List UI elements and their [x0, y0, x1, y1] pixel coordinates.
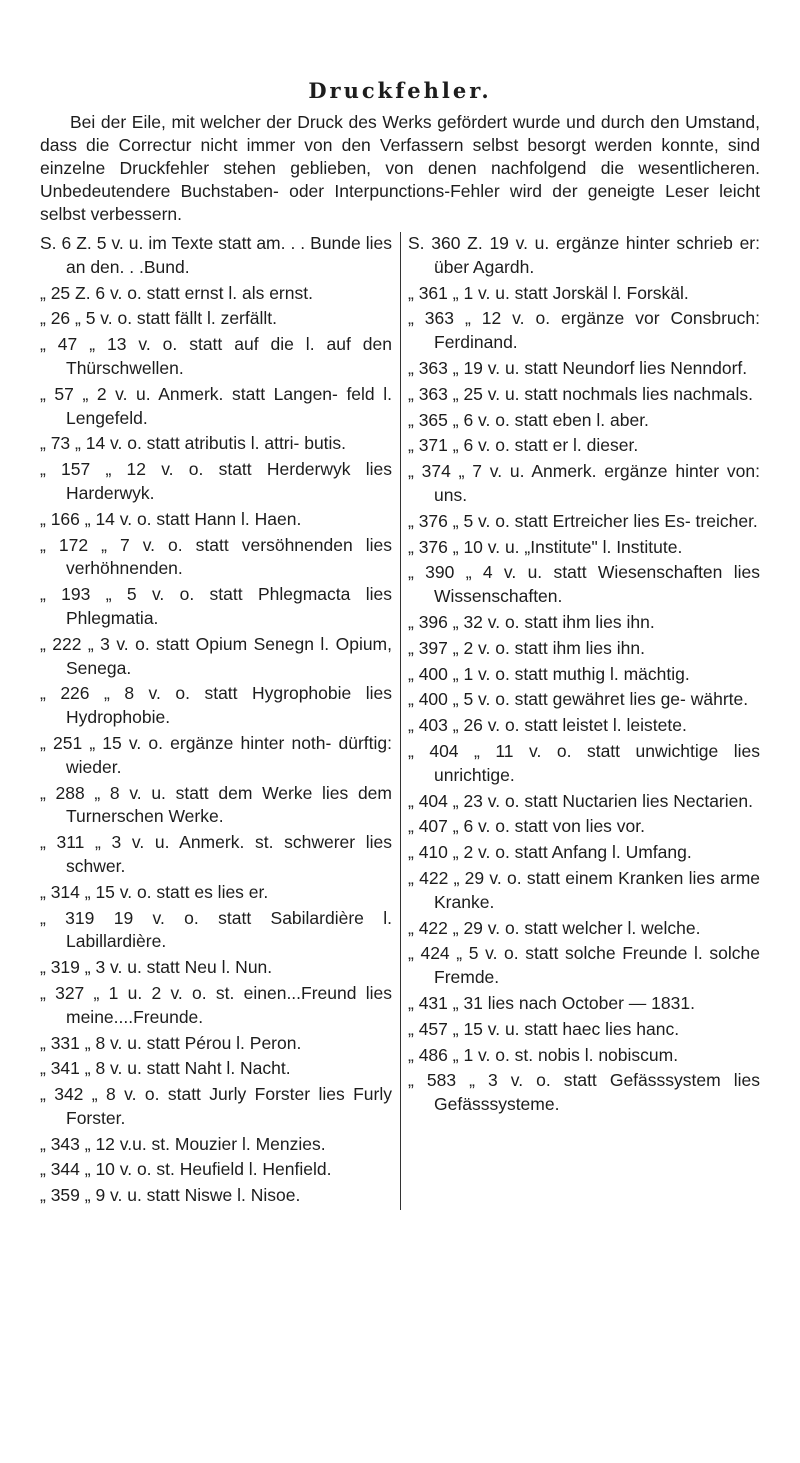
- errata-entry: „ 404 „ 23 v. o. statt Nuctarien lies Nectarien.: [408, 790, 753, 811]
- errata-entry: „ 343 „ 12 v.u. st. Mouzier l. Menzies.: [40, 1133, 326, 1154]
- errata-columns: [40, 232, 760, 1210]
- errata-entry: „ 376 „ 10 v. u. „Institute" l. Institute.: [408, 536, 683, 557]
- column-divider: [400, 232, 401, 1210]
- errata-entry: „ 222 „ 3 v. o. statt Opium Senegn l. Opium, Senega.: [40, 633, 392, 678]
- errata-entry: „ 424 „ 5 v. o. statt solche Freunde l. solche Fremde.: [408, 943, 760, 988]
- errata-entry: „ 400 „ 5 v. o. statt gewähret lies ge- währte.: [408, 689, 749, 710]
- errata-entry: „ 344 „ 10 v. o. st. Heufield l. Henfield.: [40, 1159, 332, 1180]
- errata-entry: „ 431 „ 31 lies nach October — 1831.: [408, 992, 695, 1013]
- errata-entry: „ 172 „ 7 v. o. statt versöhnenden lies verhöhnenden.: [40, 534, 392, 579]
- errata-entry: „ 407 „ 6 v. o. statt von lies vor.: [408, 816, 646, 837]
- errata-column-left: [40, 232, 400, 1210]
- errata-entry: „ 422 „ 29 v. o. statt einem Kranken lies arme Kranke.: [408, 867, 760, 912]
- page-title: Druckfehler.: [308, 78, 492, 103]
- errata-entry: „ 397 „ 2 v. o. statt ihm lies ihn.: [408, 637, 645, 658]
- errata-entry: „ 404 „ 11 v. o. statt unwichtige lies unrichtige.: [408, 740, 760, 785]
- errata-entry: „ 57 „ 2 v. u. Anmerk. statt Langen- feld l. Lengefeld.: [40, 383, 392, 428]
- errata-entry: „ 361 „ 1 v. u. statt Jorskäl l. Forskäl.: [408, 282, 689, 303]
- errata-entry: „ 359 „ 9 v. u. statt Niswe l. Nisoe.: [40, 1185, 301, 1206]
- errata-entry: „ 363 „ 19 v. u. statt Neundorf lies Nenndorf.: [408, 357, 748, 378]
- errata-entry: „ 583 „ 3 v. o. statt Gefässsystem lies Gefässsysteme.: [408, 1070, 760, 1115]
- errata-entry: S. 360 Z. 19 v. u. ergänze hinter schrieb er: über Agardh.: [408, 233, 760, 277]
- errata-column-right: [400, 232, 760, 1210]
- errata-entry: „ 457 „ 15 v. u. statt haec lies hanc.: [408, 1018, 680, 1039]
- errata-entry: „ 73 „ 14 v. o. statt atributis l. attri- butis.: [40, 433, 347, 454]
- errata-entry: „ 371 „ 6 v. o. statt er l. dieser.: [408, 435, 639, 456]
- errata-entry: „ 226 „ 8 v. o. statt Hygrophobie lies Hydrophobie.: [40, 683, 392, 728]
- errata-entry: „ 365 „ 6 v. o. statt eben l. aber.: [408, 409, 649, 430]
- errata-entry: „ 341 „ 8 v. u. statt Naht l. Nacht.: [40, 1058, 291, 1079]
- errata-entry: „ 251 „ 15 v. o. ergänze hinter noth- dürftig: wieder.: [40, 732, 392, 777]
- errata-entry: „ 314 „ 15 v. o. statt es lies er.: [40, 881, 269, 902]
- errata-entry: „ 374 „ 7 v. u. Anmerk. ergänze hinter von: uns.: [408, 461, 760, 505]
- errata-entry: „ 363 „ 12 v. o. ergänze vor Consbruch: Ferdinand.: [408, 308, 760, 353]
- errata-entry: „ 422 „ 29 v. o. statt welcher l. welche.: [408, 917, 701, 938]
- errata-entry: „ 410 „ 2 v. o. statt Anfang l. Umfang.: [408, 842, 692, 863]
- errata-entry: „ 363 „ 25 v. u. statt nochmals lies nachmals.: [408, 383, 753, 404]
- errata-entry: „ 327 „ 1 u. 2 v. o. st. einen...Freund lies meine....Freunde.: [40, 982, 392, 1027]
- intro-paragraph: Bei der Eile, mit welcher der Druck des Werks gefördert wurde und durch den Umstand, dass die Correctur nicht immer von den Verfassern selbst besorgt werden konnte, sind einzelne Druckfehler stehen geblieben, von denen nachfolgend die wesentlicheren. Unbedeutendere Buchstaben- oder Interpunctions-Fehler wird der geneigte Leser leicht selbst verbessern.: [40, 112, 760, 224]
- errata-entry: „ 193 „ 5 v. o. statt Phlegmacta lies Phlegmatia.: [40, 584, 392, 628]
- errata-entry: „ 157 „ 12 v. o. statt Herderwyk lies Harderwyk.: [40, 459, 392, 503]
- errata-entry: „ 403 „ 26 v. o. statt leistet l. leistete.: [408, 715, 687, 736]
- errata-entry: „ 396 „ 32 v. o. statt ihm lies ihn.: [408, 611, 655, 632]
- errata-entry: „ 26 „ 5 v. o. statt fällt l. zerfällt.: [40, 308, 277, 329]
- errata-entry: S. 6 Z. 5 v. u. im Texte statt am. . . Bunde lies an den. . .Bund.: [40, 233, 392, 277]
- errata-entry: „ 319 19 v. o. statt Sabilardière l. Labillardière.: [40, 907, 392, 952]
- errata-entry: „ 342 „ 8 v. o. statt Jurly Forster lies Furly Forster.: [40, 1084, 392, 1128]
- errata-entry: „ 166 „ 14 v. o. statt Hann l. Haen.: [40, 508, 302, 529]
- errata-entry: „ 400 „ 1 v. o. statt muthig l. mächtig.: [408, 663, 690, 684]
- errata-entry: „ 25 Z. 6 v. o. statt ernst l. als ernst.: [40, 282, 313, 303]
- errata-entry: „ 376 „ 5 v. o. statt Ertreicher lies Es- treicher.: [408, 510, 758, 531]
- errata-entry: „ 486 „ 1 v. o. st. nobis l. nobiscum.: [408, 1044, 679, 1065]
- errata-entry: „ 311 „ 3 v. u. Anmerk. st. schwerer lies schwer.: [40, 832, 392, 876]
- errata-entry: „ 331 „ 8 v. u. statt Pérou l. Peron.: [40, 1032, 302, 1053]
- errata-entry: „ 288 „ 8 v. u. statt dem Werke lies dem Turnerschen Werke.: [40, 782, 392, 827]
- errata-entry: „ 319 „ 3 v. u. statt Neu l. Nun.: [40, 957, 273, 978]
- errata-entry: „ 47 „ 13 v. o. statt auf die l. auf den Thürschwellen.: [40, 334, 392, 378]
- errata-entry: „ 390 „ 4 v. u. statt Wiesenschaften lies Wissenschaften.: [408, 562, 760, 607]
